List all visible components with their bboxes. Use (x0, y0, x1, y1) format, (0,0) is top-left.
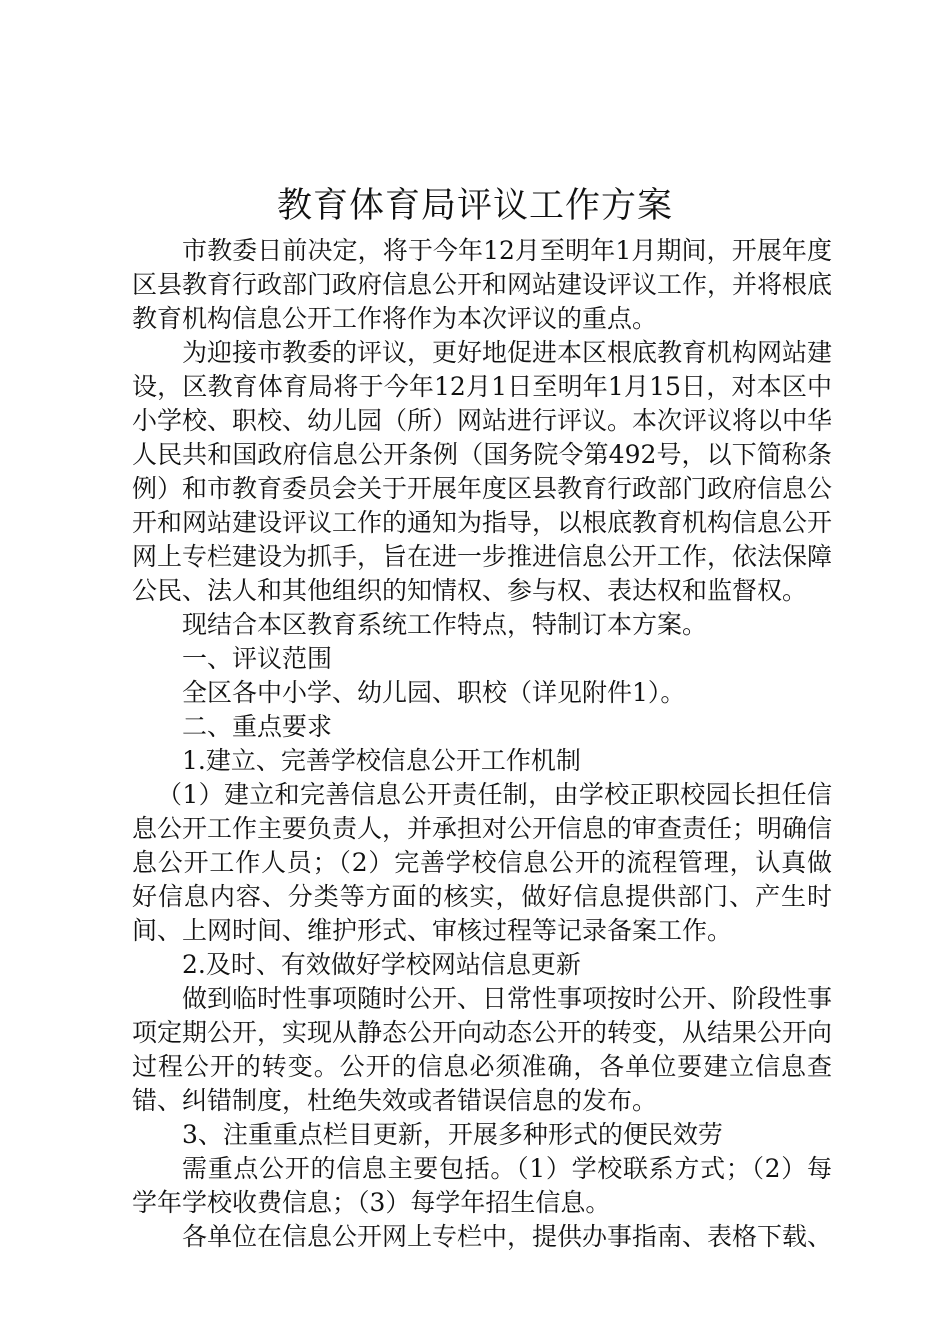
subheading-mechanism: 1.建立、完善学校信息公开工作机制 (182, 746, 581, 775)
document-body (132, 234, 832, 1254)
paragraph-mechanism: （1）建立和完善信息公开责任制，由学校正职校园长担任信息公开工作主要负责人，并承担对公开信息的审查责任；明确信息公开工作人员；（2）完善学校信息公开的流程管理，认真做好信息内容、分类等方面的核实，做好信息提供部门、产生时间、上网时间、维护形式、审核过程等记录备案工作。 (132, 780, 833, 945)
heading-requirements: 二、重点要求 (182, 712, 333, 741)
paragraph-plan: 现结合本区教育系统工作特点，特制订本方案。 (182, 610, 708, 639)
paragraph-intro: 市教委日前决定，将于今年12月至明年1月期间，开展年度区县教育行政部门政府信息公开和网站建设评议工作，并将根底教育机构信息公开工作将作为本次评议的重点。 (132, 236, 833, 333)
heading-scope: 一、评议范围 (182, 644, 333, 673)
subheading-key-columns: 3、注重重点栏目更新，开展多种形式的便民效劳 (182, 1120, 723, 1149)
paragraph-key-info: 需重点公开的信息主要包括。（1）学校联系方式；（2）每学年学校收费信息；（3）每学年招生信息。 (132, 1154, 832, 1217)
paragraph-services: 各单位在信息公开网上专栏中，提供办事指南、表格下载、 (182, 1222, 833, 1251)
subheading-update: 2.及时、有效做好学校网站信息更新 (182, 950, 581, 979)
paragraph-purpose: 为迎接市教委的评议，更好地促进本区根底教育机构网站建设，区教育体育局将于今年12月1日至明年1月15日，对本区中小学校、职校、幼儿园（所）网站进行评议。本次评议将以中华人民共和国政府信息公开条例（国务院令第492号，以下简称条例）和市教育委员会关于开展年度区县教育行政部门政府信息公开和网站建设评议工作的通知为指导，以根底教育机构信息公开网上专栏建设为抓手，旨在进一步推进信息公开工作，依法保障公民、法人和其他组织的知情权、参与权、表达权和监督权。 (132, 338, 833, 605)
paragraph-scope: 全区各中小学、幼儿园、职校（详见附件1）。 (182, 678, 686, 707)
paragraph-update: 做到临时性事项随时公开、日常性事项按时公开、阶段性事项定期公开，实现从静态公开向动态公开的转变，从结果公开向过程公开的转变。公开的信息必须准确，各单位要建立信息查错、纠错制度，杜绝失效或者错误信息的发布。 (132, 984, 833, 1115)
document-title: 教育体育局评议工作方案 (276, 186, 673, 226)
